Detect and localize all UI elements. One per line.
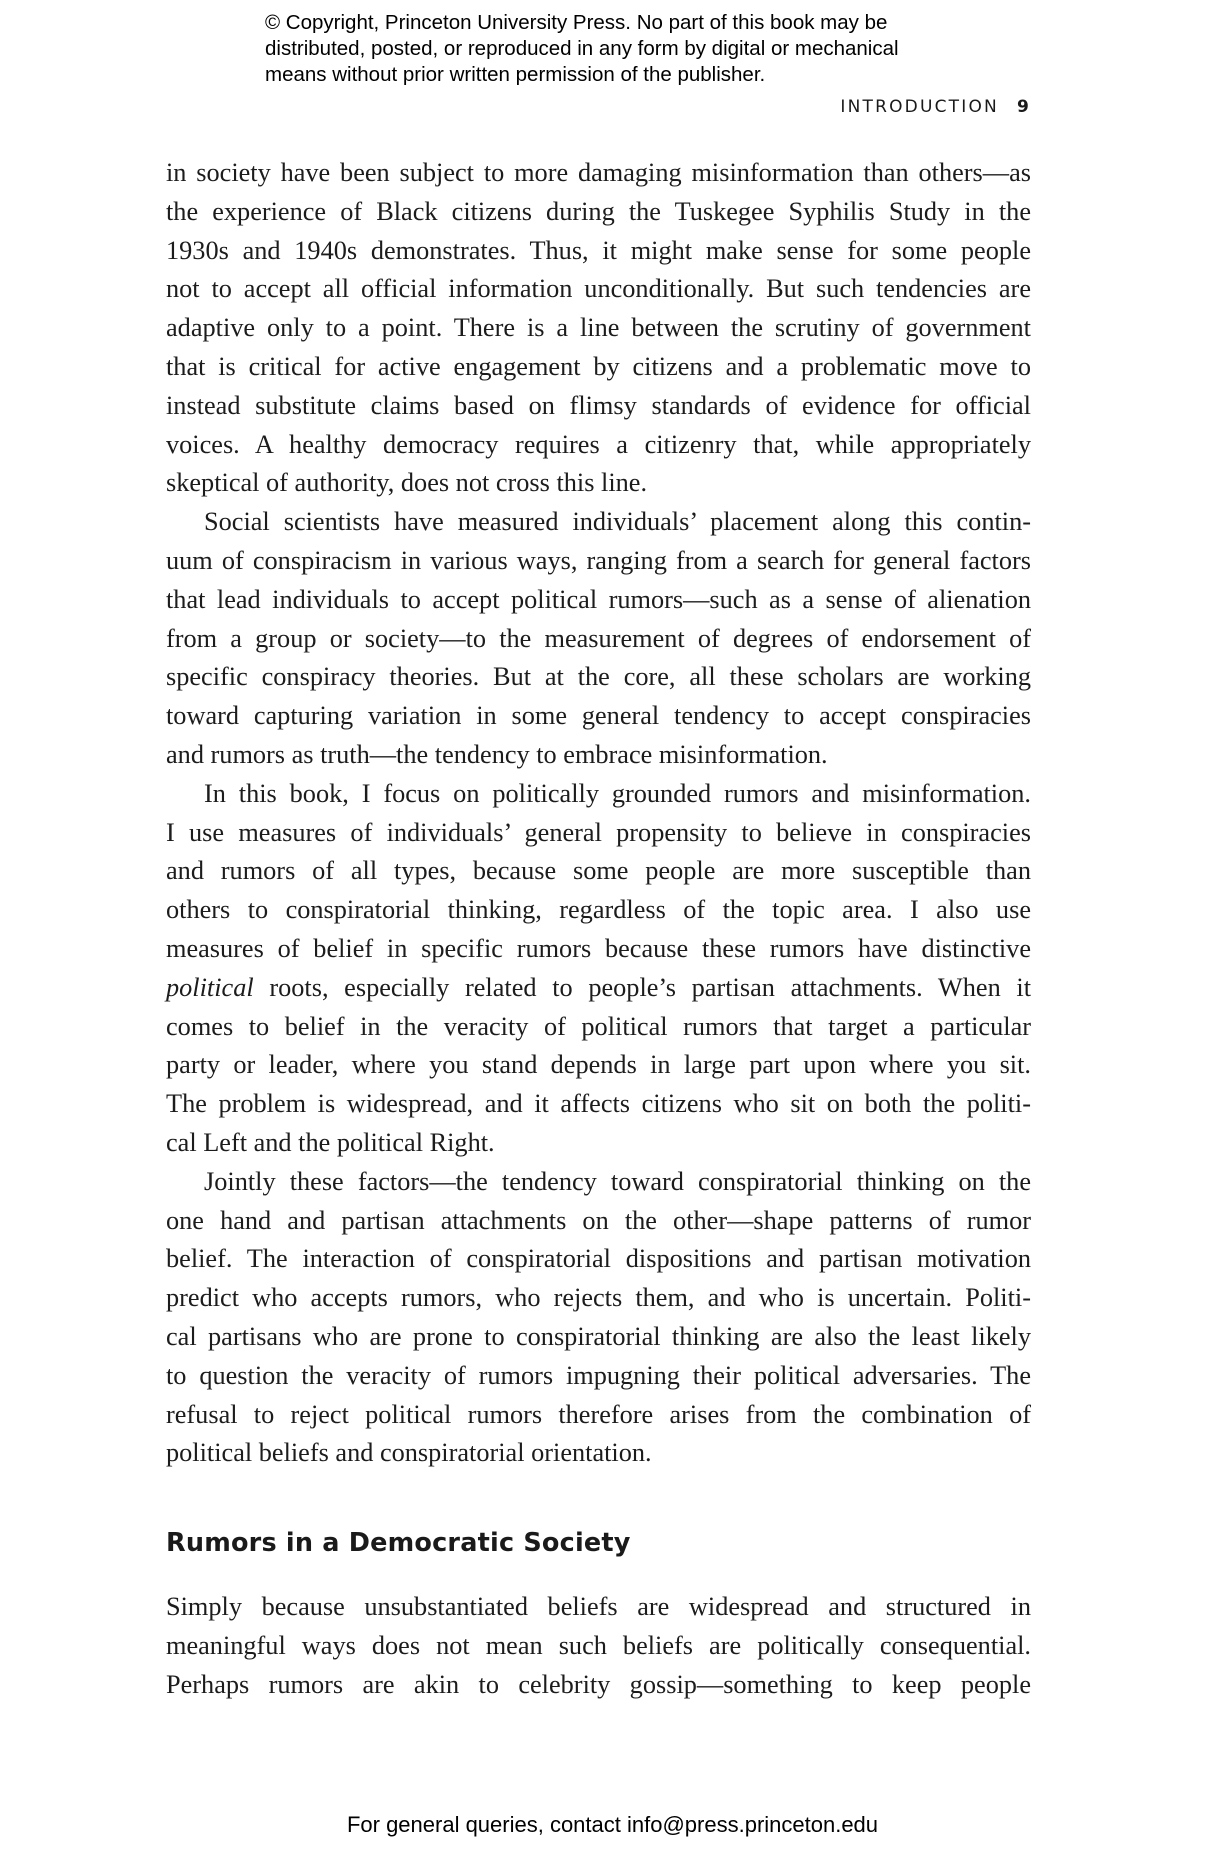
text-line: and rumors of all types, because some people are more susceptible than (166, 856, 1031, 886)
text-line: belief. The interaction of conspiratorial dispositions and partisan motivation (166, 1244, 1031, 1274)
text-line-with-italic (166, 969, 1031, 1008)
text-line: cal partisans who are prone to conspiratorial thinking are also the least likely (166, 1321, 1031, 1351)
text-line: predict who accepts rumors, who rejects them, and who is uncertain. Politi- (166, 1283, 1031, 1313)
text-line: comes to belief in the veracity of political rumors that target a particular (166, 1011, 1031, 1041)
running-head-section: INTRODUCTION (840, 97, 999, 117)
text-line: uum of conspiracism in various ways, ranging from a search for general factors (166, 545, 1031, 575)
text-line: one hand and partisan attachments on the other—shape patterns of rumor (166, 1205, 1031, 1235)
text-line: others to conspiratorial thinking, regardless of the topic area. I also use (166, 895, 1031, 925)
copyright-line: means without prior written permission of the publisher. (265, 63, 766, 86)
section-body-text (166, 1588, 1031, 1704)
text-line: from a group or society—to the measurement of degrees of endorsement of (166, 623, 1031, 653)
italic-word: political (166, 972, 254, 1002)
text-line: to question the veracity of rumors impugning their political adversaries. The (166, 1360, 1031, 1390)
text-line: measures of belief in specific rumors because these rumors have distinctive (166, 933, 1031, 963)
text-line: Jointly these factors—the tendency toward conspiratorial thinking on the (204, 1166, 1031, 1196)
text-line: not to accept all official information unconditionally. But such tendencies are (166, 274, 1031, 304)
text-line: Perhaps rumors are akin to celebrity gossip—something to keep people (166, 1669, 1031, 1699)
section-heading: Rumors in a Democratic Society (166, 1528, 631, 1558)
text-line: adaptive only to a point. There is a line between the scrutiny of government (166, 313, 1031, 343)
text-line: meaningful ways does not mean such beliefs are politically consequential. (166, 1630, 1031, 1660)
running-head (840, 97, 1031, 117)
text-line: party or leader, where you stand depends in large part upon where you sit. (166, 1050, 1031, 1080)
text-line-rest: roots, especially related to people’s partisan attachments. When it (269, 972, 1032, 1002)
copyright-line: distributed, posted, or reproduced in any form by digital or mechanical (265, 37, 899, 60)
text-line: The problem is widespread, and it affects citizens who sit on both the politi- (166, 1089, 1031, 1119)
text-line: In this book, I focus on politically grounded rumors and misinformation. (204, 778, 1031, 808)
text-line: specific conspiracy theories. But at the core, all these scholars are working (166, 662, 1031, 692)
footer-contact: For general queries, contact info@press.princeton.edu (346, 1812, 879, 1837)
text-line: cal Left and the political Right. (166, 1127, 495, 1157)
body-text (166, 154, 1031, 1473)
text-line: refusal to reject political rumors therefore arises from the combination of (166, 1399, 1031, 1429)
text-line: and rumors as truth—the tendency to embrace misinformation. (166, 739, 828, 769)
text-line: that is critical for active engagement by citizens and a problematic move to (166, 351, 1031, 381)
text-line: Social scientists have measured individuals’ placement along this contin- (204, 507, 1031, 537)
text-line: that lead individuals to accept political rumors—such as a sense of alienation (166, 584, 1031, 614)
text-line: instead substitute claims based on flimsy standards of evidence for official (166, 390, 1031, 420)
copyright-line: © Copyright, Princeton University Press. No part of this book may be (265, 11, 888, 34)
page-number: 9 (1016, 97, 1031, 117)
text-line: Simply because unsubstantiated beliefs are widespread and structured in (166, 1592, 1031, 1621)
text-line: the experience of Black citizens during the Tuskegee Syphilis Study in the (166, 196, 1031, 226)
text-line: political beliefs and conspiratorial orientation. (166, 1438, 652, 1468)
text-line: voices. A healthy democracy requires a citizenry that, while appropriately (166, 429, 1031, 459)
text-line: I use measures of individuals’ general propensity to believe in conspiracies (166, 817, 1031, 847)
text-line: 1930s and 1940s demonstrates. Thus, it might make sense for some people (166, 235, 1031, 265)
text-line: in society have been subject to more damaging misinformation than others—as (166, 158, 1031, 187)
text-line: toward capturing variation in some general tendency to accept conspiracies (166, 701, 1031, 731)
text-line: skeptical of authority, does not cross this line. (166, 468, 648, 498)
copyright-notice (265, 10, 1025, 88)
